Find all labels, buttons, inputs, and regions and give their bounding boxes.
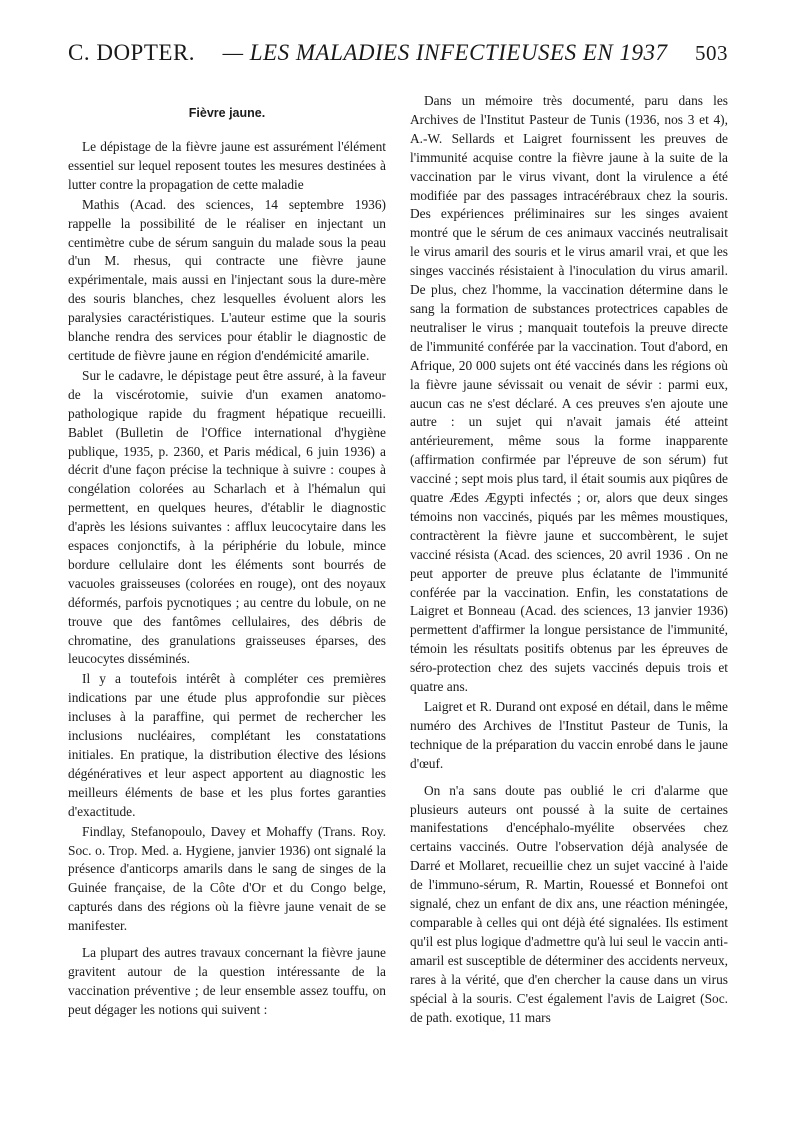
paragraph: Dans un mémoire très documenté, paru dans les Archives de l'Institut Pasteur de Tunis (1936, nos 3 et 4), A.-W. Sellards et Laigret fournissent les preuves de l'immunité acquise contre la fièvre jaune à la suite de la vaccination par le virus vivant, dont la virulence a été modifiée par des passages intracérébraux chez la souris. Des expériences préliminaires sur les singes avaient montré que le sérum de ces animaux vaccinés neutralisait le virus amaril des souris et le virus amaril vrai, et que les singes vaccinés résistaient à l'inoculation du virus amaril. De plus, chez l'homme, la vaccination détermine dans le sang la formation de substances protectrices capables de neutraliser le virus ; manquait toutefois la preuve directe de l'immunité conférée par la vaccination. Tout d'abord, en Afrique, 20 000 sujets ont été vaccinés dans les régions où la fièvre jaune sévissait ou venait de sévir : parmi eux, aucun cas ne s'est déclaré. A ces preuves s'en ajoute une autre : un sujet qui n'avait jamais été atteint antérieurement, même sous la forme inapparente (affirmation confirmée par l'épreuve de son sérum) fut vacciné ; sept mois plus tard, il était soumis aux piqûres de quatre Ædes Ægypti infectés ; or, alors que deux singes témoins non vaccinés, piqués par les mêmes moustiques, contractèrent la fièvre jaune et succombèrent, le sujet vacciné résista (Acad. des sciences, 20 avril 1936 . On ne peut apporter de preuve plus éclatante de l'immunité conférée par la vaccination. Enfin, les constatations de Laigret et Bonneau (Acad. des sciences, 13 janvier 1936) permettent d'affirmer la longue persistance de l'immunité, témoin les résultats positifs obtenus par les épreuves de séro-protection chez des sujets vaccinés depuis trois et quatre ans. <box>410 93 728 695</box>
paragraph: Il y a toutefois intérêt à compléter ces premières indications par une étude plus approfondie sur pièces incluses à la paraffine, qui permet de rechercher les inclusions nucléaires, complétant les constatations initiales. En pratique, la distribution élective des lésions dégénératives et leur aspect apportent au diagnostic les meilleurs éléments de base et les plus fortes garanties d'exactitude. <box>68 671 386 819</box>
paragraph: La plupart des autres travaux concernant la fièvre jaune gravitent autour de la question intéressante de la vaccination préventive ; de leur ensemble assez touffu, on peut dégager les notions qui suivent : <box>68 945 386 1017</box>
paragraph: Laigret et R. Durand ont exposé en détail, dans le même numéro des Archives de l'Institut Pasteur de Tunis, la technique de la préparation du vaccin enrobé dans le jaune d'œuf. <box>410 699 728 771</box>
two-column-body <box>68 92 728 1027</box>
journal-page <box>68 40 728 1130</box>
paragraph: Sur le cadavre, le dépistage peut être assuré, à la faveur de la viscérotomie, suivie d'un examen anatomo-pathologique rapide du fragment hépatique recueilli. Bablet (Bulletin de l'Office international d'hygiène publique, 1935, p. 2360, et Paris médical, 6 juin 1936) a décrit d'une façon précise la technique à suivre : coupes à congélation colorées au Scharlach et à l'hémalun qui permettent, en quelques heures, d'établir le diagnostic d'après les lésions suivantes : afflux leucocytaire dans les espaces conjonctifs, à la périphérie du lobule, mince bordure cellulaire dont les éléments sont bourrés de vacuoles graisseuses (colorées en rouge), ont des noyaux déformés, parfois pycnotiques ; au centre du lobule, on ne trouve que des fantômes cellulaires, des débris de chromatine, des granulations graisseuses éparses, des leucocytes disséminés. <box>68 367 386 667</box>
section-title: Fièvre jaune. <box>188 106 266 120</box>
running-head-title <box>195 40 695 66</box>
paragraph: Mathis (Acad. des sciences, 14 septembre 1936) rappelle la possibilité de le réaliser en injectant un centimètre cube de sérum sanguin du malade sous la peau d'un M. rhesus, qui contracte une fièvre jaune expérimentale, mais aussi en l'injectant sous la dure-mère des souris blanches, chez lesquelles évoluent alors les paralysies caractéristiques. L'auteur estime que la souris blanche rendra des services pour établir le diagnostic de certitude de fièvre jaune en région d'endémicité amarile. <box>68 196 386 363</box>
paragraph: On n'a sans doute pas oublié le cri d'alarme que plusieurs auteurs ont poussé à la suite de certaines manifestations d'encéphalo-myélite observées chez certains vaccinés. Outre l'observation déjà analysée de Darré et Mollaret, recueillie chez un sujet vacciné à l'aide de l'immuno-sérum, R. Martin, Rouessé et Bonnefoi ont signalé, chez un enfant de dix ans, une réaction méningée, comparable à celles qui ont déjà été signalées. Ils estiment qu'il est plus logique d'admettre qu'à lui seul le vaccin anti-amaril est susceptible de déterminer des accidents nerveux, rares à la vérité, que d'en chercher la cause dans un virus spécial à la souris. C'est également l'avis de Laigret (Soc. de path. exotique, 11 mars <box>410 782 728 1025</box>
running-head-author: C. DOPTER. <box>68 40 196 65</box>
page-number: 503 <box>695 41 728 65</box>
paragraph: Le dépistage de la fièvre jaune est assurément l'élément essentiel sur lequel reposent toutes les mesures destinées à lutter contre la propagation de cette maladie <box>68 139 386 192</box>
right-column <box>410 92 728 1027</box>
running-head-title-text: LES MALADIES INFECTIEUSES EN 1937 <box>249 40 668 65</box>
running-head-dash: — <box>222 40 244 65</box>
left-column <box>68 92 386 1027</box>
running-head <box>68 40 728 78</box>
paragraph: Findlay, Stefanopoulo, Davey et Mohaffy (Trans. Roy. Soc. o. Trop. Med. a. Hygiene, janvier 1936) ont signalé la présence d'anticorps amarils dans le sang de singes de la Guinée française, de la Côte d'Or et du Congo belge, capturés dans des régions où la fièvre jaune venait de se manifester. <box>68 823 386 934</box>
